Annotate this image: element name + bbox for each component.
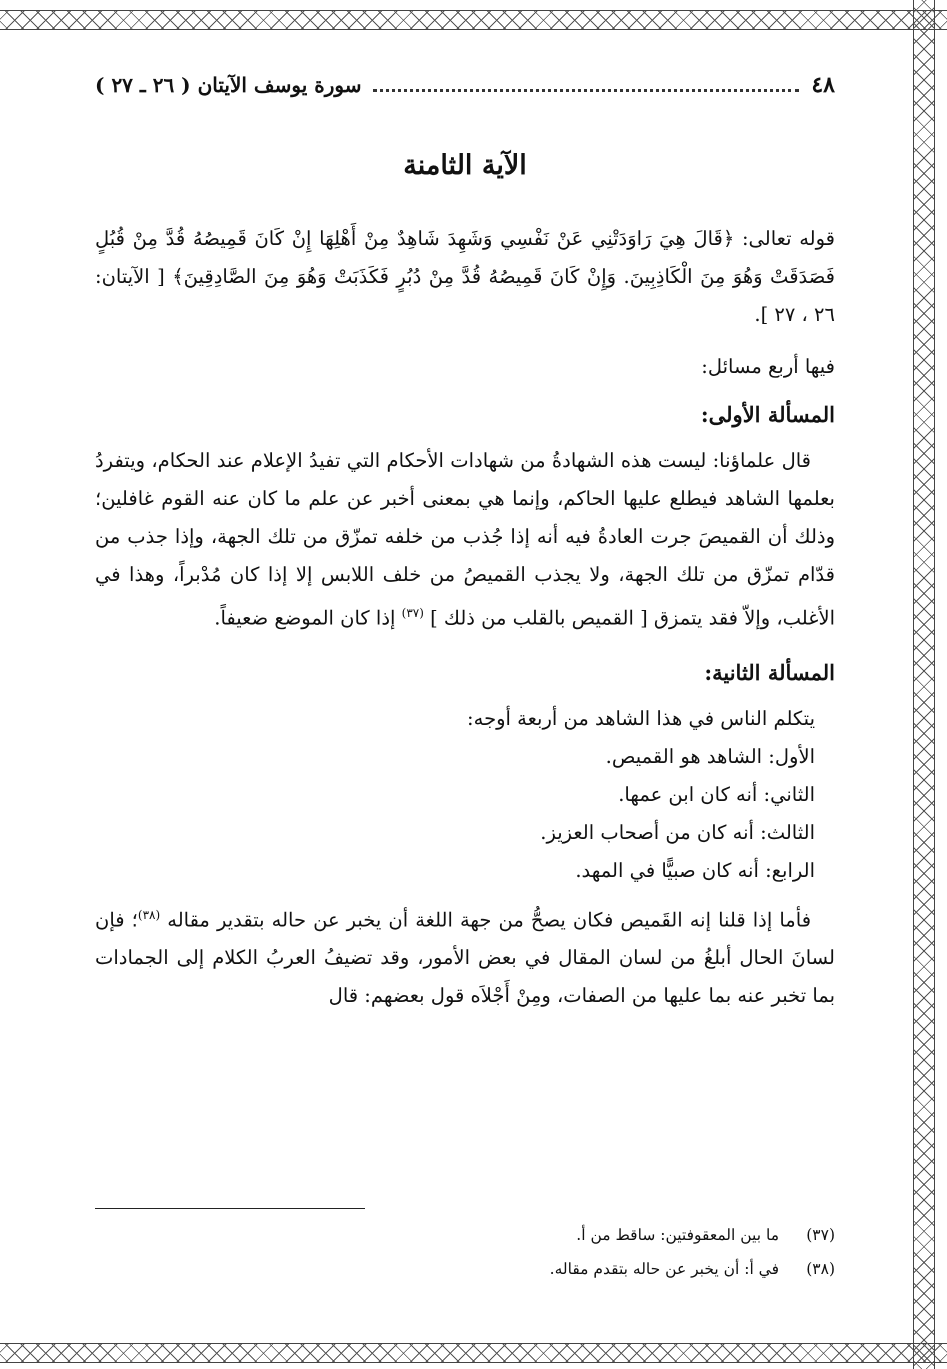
footnote-37 [95, 1218, 835, 1252]
footnote-ref-38[interactable]: (٣٨) [137, 907, 161, 922]
section-title: الآية الثامنة [403, 150, 527, 181]
footnote-38 [95, 1252, 835, 1286]
issue-2-heading: المسألة الثانية: [704, 659, 835, 685]
issue-1-heading: المسألة الأولى: [700, 402, 835, 427]
opinions-list [95, 700, 835, 890]
running-header [95, 70, 835, 100]
running-title: سورة يوسف الآيتان ( ٢٦ ـ ٢٧ ) [95, 73, 362, 97]
intro-line: فيها أربع مسائل: [701, 355, 835, 378]
list-item: الثاني: أنه كان ابن عمها. [618, 782, 815, 806]
footnote-divider [95, 1208, 365, 1209]
footnotes [95, 1218, 835, 1286]
footnote-number: (٣٨) [806, 1260, 835, 1278]
ornamental-border-top [0, 10, 947, 30]
issue-2-paragraph [95, 896, 835, 1016]
list-item: يتكلم الناس في هذا الشاهد من أربعة أوجه: [467, 706, 815, 730]
footnote-ref-37[interactable]: (٣٧) [401, 606, 424, 620]
ornamental-border-bottom [0, 1343, 947, 1363]
ornamental-border-right [913, 0, 935, 1369]
page-number: ٤٨ [811, 72, 835, 98]
list-item: الرابع: أنه كان صبيًّا في المهد. [575, 858, 815, 882]
footnote-text: في أ: أن يخبر عن حاله بتقدم مقاله. [549, 1260, 779, 1278]
header-dotted-leader [373, 75, 799, 92]
issue-2-text-a: فأما إذا قلنا إنه القَميص فكان يصحُّ من جهة اللغة أن يخبر عن حاله بتقدير مقاله [167, 908, 812, 931]
issue-1-text-b: إذا كان الموضع ضعيفاً. [214, 606, 402, 630]
issue-1-paragraph [95, 442, 835, 638]
list-item: الثالث: أنه كان من أصحاب العزيز. [540, 820, 815, 844]
footnote-number: (٣٧) [806, 1226, 835, 1244]
list-item: الأول: الشاهد هو القميص. [605, 744, 815, 768]
issue-2-text-b: ؛ فإن لسانَ الحال أبلغُ من لسان المقال في بعض الأمور، وقد تضيفُ العربُ الكلام إلى الجمادات بما تخبر عنه بما عليها من الصفات، ومِنْ أَجْلاَه قول بعضهم: قال [95, 908, 835, 1007]
quran-verse: قوله تعالى: ﴿قَالَ هِيَ رَاوَدَتْنِي عَنْ نَفْسِي وَشَهِدَ شَاهِدٌ مِنْ أَهْلِهَا إِنْ كَانَ قَمِيصُهُ قُدَّ مِنْ قُبُلٍ فَصَدَقَتْ وَهُوَ مِنَ الْكَاذِبِينَ. وَإِنْ كَانَ قَمِيصُهُ قُدَّ مِنْ دُبُرٍ فَكَذَبَتْ وَهُوَ مِنَ الصَّادِقِينَ﴾ [ الآيتان: ٢٦ ، ٢٧ ]. [95, 227, 835, 326]
page-body [95, 70, 835, 1015]
footnote-text: ما بين المعقوفتين: ساقط من أ. [576, 1226, 779, 1244]
issue-1-text-a: قال علماؤنا: ليست هذه الشهادةُ من شهادات الأحكام التي تفيدُ الإعلام عند الحكام، ويتفردُ بعلمها الشاهد فيطلع عليها الحاكم، وإنما هي بمعنى أخبر عن علم ما كان عنه القوم غافلين؛ وذلك أن القميصَ جرت العادةُ فيه أنه إذا جُذب من خلفه تمزّق من تلك الجهة، وإذا جذب من قدّام تمزّق من تلك الجهة، ولا يجذب القميصُ من خلف اللابس إلا إذا كان مُدْبراً، وهذا في الأغلب، وإلاّ فقد يتمزق [ القميص بالقلب من ذلك ] [95, 449, 835, 630]
